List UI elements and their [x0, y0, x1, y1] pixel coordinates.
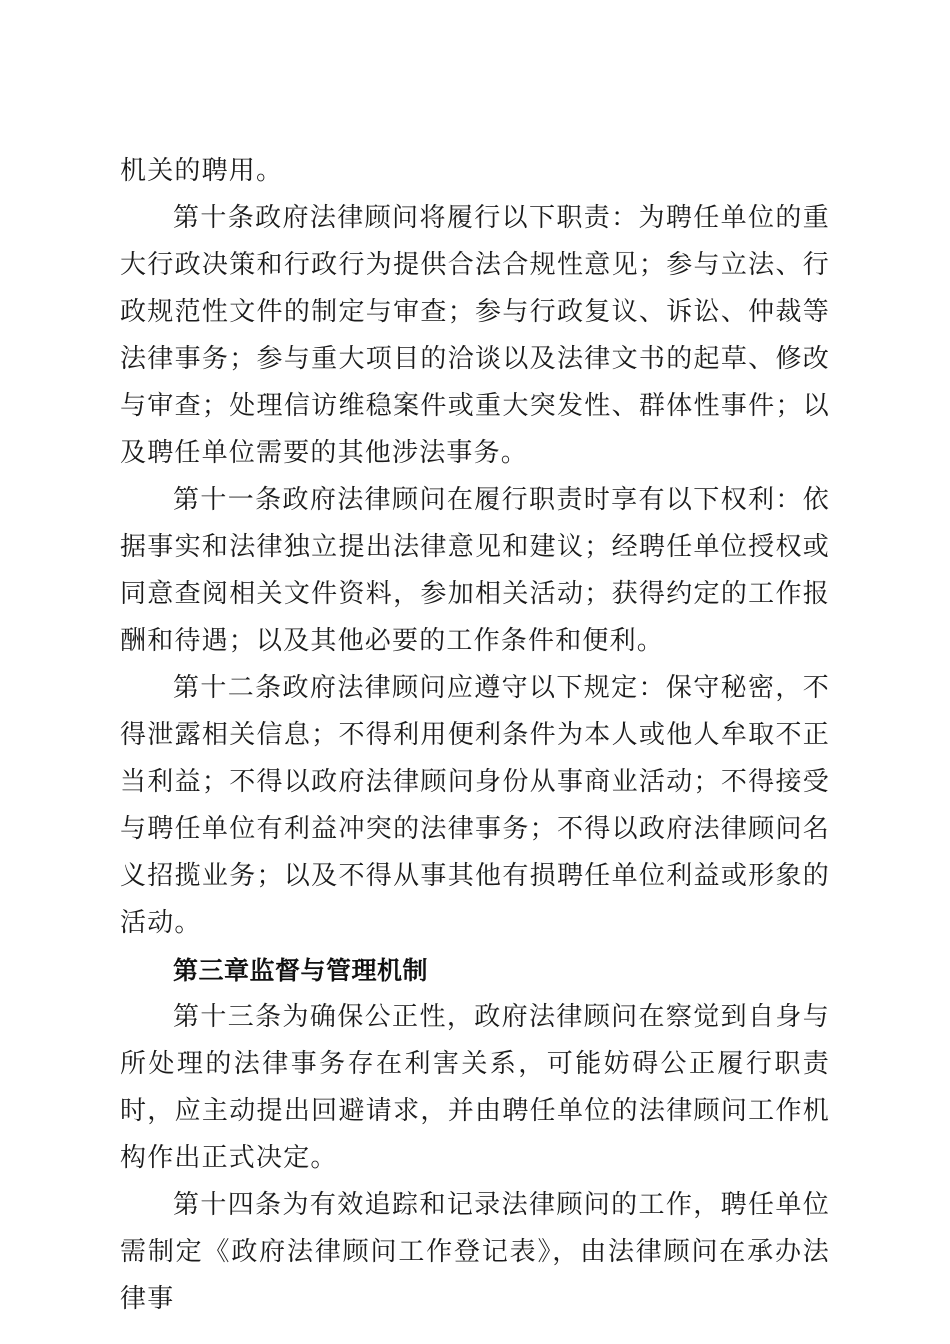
document-body [120, 148, 830, 1323]
article-13-paragraph: 第十三条为确保公正性，政府法律顾问在察觉到自身与所处理的法律事务存在利害关系，可能妨碍公正履行职责时，应主动提出回避请求，并由聘任单位的法律顾问工作机构作出正式决定。 [120, 1002, 830, 1173]
article-10-paragraph: 第十条政府法律顾问将履行以下职责：为聘任单位的重大行政决策和行政行为提供合法合规性意见；参与立法、行政规范性文件的制定与审查；参与行政复议、诉讼、仲裁等法律事务；参与重大项目的洽谈以及法律文书的起草、修改与审查；处理信访维稳案件或重大突发性、群体性事件；以及聘任单位需要的其他涉法事务。 [120, 203, 830, 468]
article-12-paragraph: 第十二条政府法律顾问应遵守以下规定：保守秘密，不得泄露相关信息；不得利用便利条件为本人或他人牟取不正当利益；不得以政府法律顾问身份从事商业活动；不得接受与聘任单位有利益冲突的法律事务；不得以政府法律顾问名义招揽业务；以及不得从事其他有损聘任单位利益或形象的活动。 [120, 673, 830, 938]
article-11-paragraph: 第十一条政府法律顾问在履行职责时享有以下权利：依据事实和法律独立提出法律意见和建议；经聘任单位授权或同意查阅相关文件资料，参加相关活动；获得约定的工作报酬和待遇；以及其他必要的工作条件和便利。 [120, 485, 830, 656]
chapter-3-heading: 第三章监督与管理机制 [173, 956, 429, 985]
paragraph-continuation: 机关的聘用。 [120, 156, 284, 186]
article-14-paragraph: 第十四条为有效追踪和记录法律顾问的工作，聘任单位需制定《政府法律顾问工作登记表》，由法律顾问在承办法律事 [120, 1190, 830, 1314]
